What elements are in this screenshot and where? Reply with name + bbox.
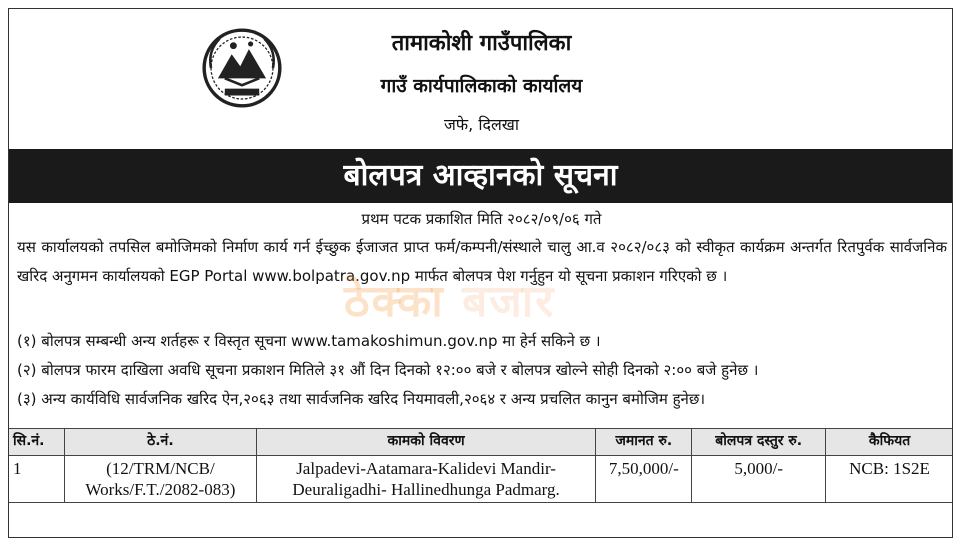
col-header-sn: सि.नं. — [9, 429, 65, 456]
publication-date: प्रथम पटक प्रकाशित मिति २०८२/०९/०६ गते — [361, 210, 602, 228]
col-header-bid-security: जमानत रु. — [596, 429, 692, 456]
col-header-bid-fee: बोलपत्र दस्तुर रु. — [692, 429, 826, 456]
cell-description: Jalpadevi-Aatamara-Kalidevi Mandir- Deuraligadhi- Hallinedhunga Padmarg. — [256, 456, 596, 503]
org-name: तामाकोशी गाउँपालिका — [391, 31, 572, 56]
cell-remarks: NCB: 1S2E — [826, 456, 953, 503]
cell-bid-fee: 5,000/- — [692, 456, 826, 503]
notice-frame — [8, 8, 953, 538]
condition-item: (२) बोलपत्र फारम दाखिला अवधि सूचना प्रकाशन मितिले ३१ औं दिन दिनको १२:०० बजे र बोलपत्र खोल्ने सोही दिनको २:०० बजे हुनेछ । — [17, 361, 759, 379]
office-name: गाउँ कार्यपालिकाको कार्यालय — [380, 75, 583, 97]
cell-contract-no: (12/TRM/NCB/ Works/F.T./2082-083) — [64, 456, 256, 503]
watermark-part1: ठेक्का — [344, 276, 445, 327]
notice-title: बोलपत्र आव्हानको सूचना — [9, 149, 952, 203]
cell-sn: 1 — [9, 456, 65, 503]
notice-header — [9, 9, 952, 149]
col-header-contract-no: ठे.नं. — [64, 429, 256, 456]
watermark-part2: बजार — [462, 276, 556, 327]
intro-paragraph: यस कार्यालयको तपसिल बमोजिमको निर्माण कार्य गर्न ईच्छुक ईजाजत प्राप्त फर्म/कम्पनी/संस्थाले चालु आ.व २०८२/०८३ को स्वीकृत कार्यक्रम अन्तर्गत रितपुर्वक सार्वजनिक खरिद अनुगमन कार्यालयको EGP Portal www.bolpatra.gov.np मार्फत बोलपत्र पेश गर्नुहुन यो सूचना प्रकाशन गरिएको छ । — [17, 238, 947, 285]
tender-table — [8, 428, 953, 503]
condition-item: (३) अन्य कार्यविधि सार्वजनिक खरिद ऐन,२०६३ तथा सार्वजनिक खरिद नियमावली,२०६४ र अन्य प्रचलित कानुन बमोजिम हुनेछ। — [17, 390, 706, 408]
condition-item: (१) बोलपत्र सम्बन्धी अन्य शर्तहरू र विस्तृत सूचना www.tamakoshimun.gov.np मा हेर्न सकिने छ । — [17, 332, 601, 350]
table-header-row — [9, 429, 954, 456]
col-header-description: कामको विवरण — [256, 429, 596, 456]
office-address: जफे, दिलखा — [443, 115, 520, 134]
table-row — [9, 456, 954, 503]
col-header-remarks: कैफियत — [826, 429, 953, 456]
cell-bid-security: 7,50,000/- — [596, 456, 692, 503]
conditions-list — [17, 327, 947, 414]
